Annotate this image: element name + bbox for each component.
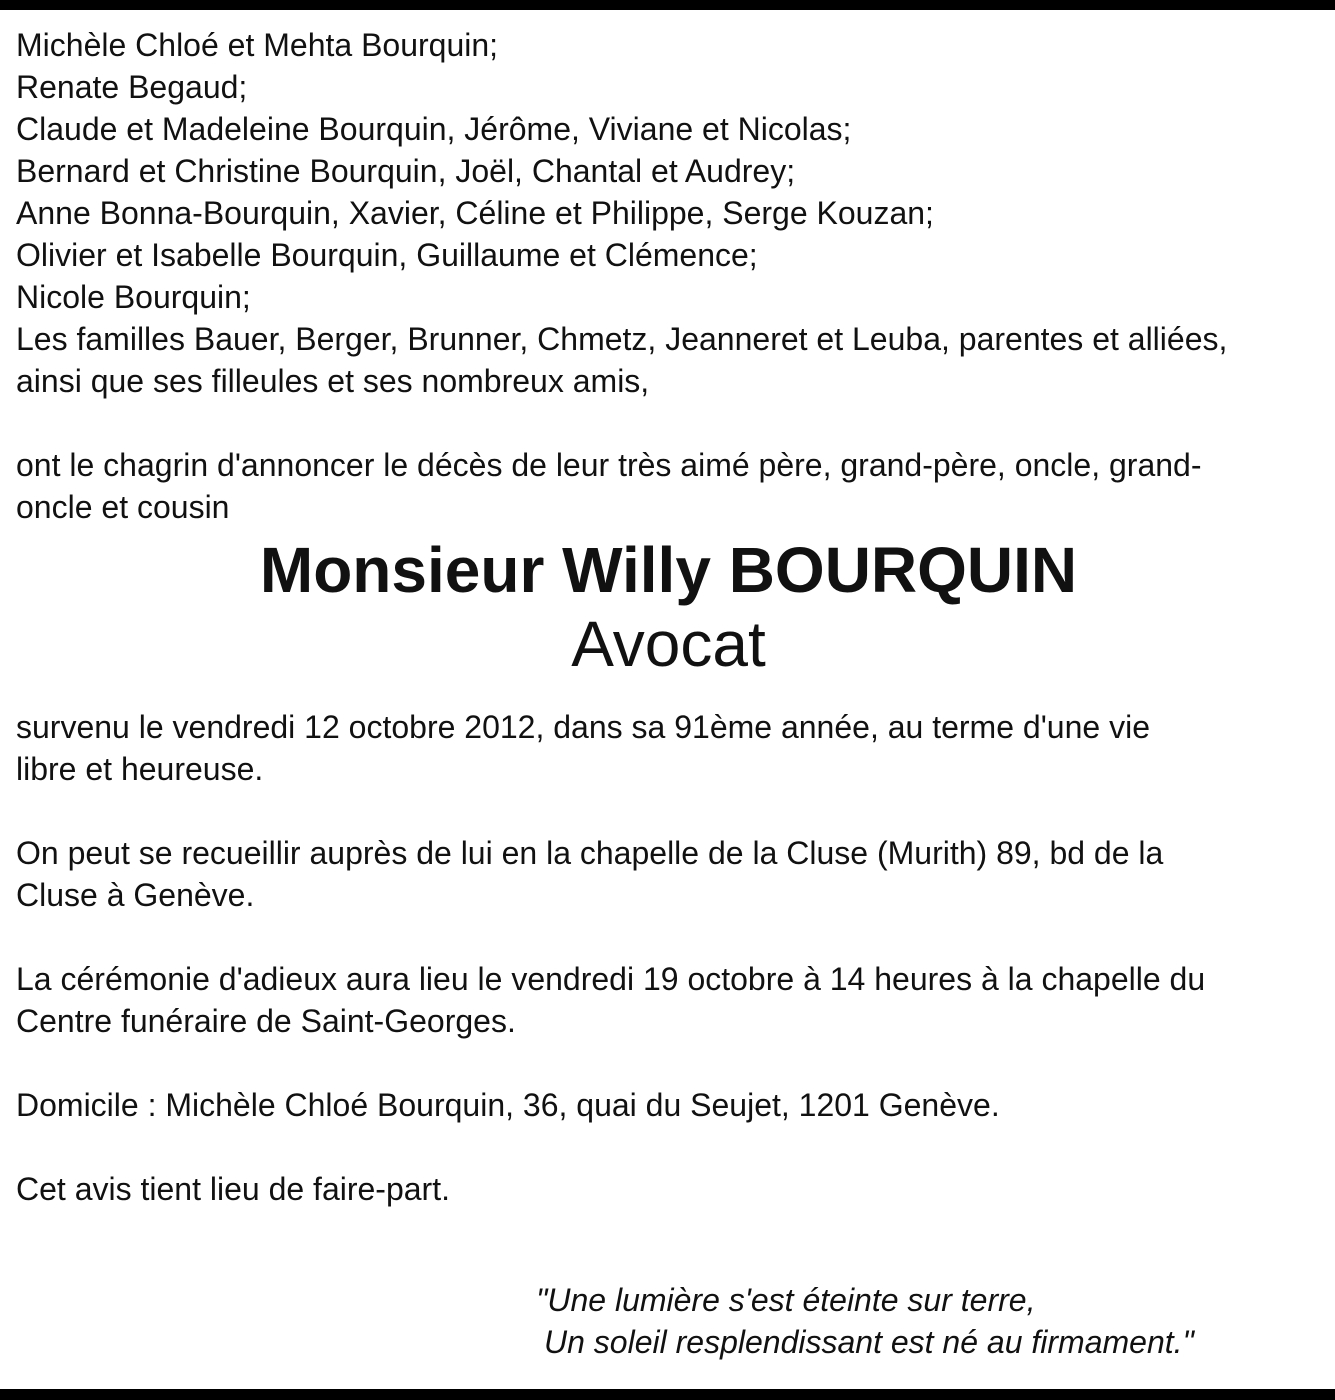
- visitation-line: Cluse à Genève.: [16, 877, 255, 913]
- family-line: Renate Begaud;: [16, 69, 248, 105]
- family-line: Michèle Chloé et Mehta Bourquin;: [16, 27, 499, 63]
- family-line: Nicole Bourquin;: [16, 279, 251, 315]
- announcement-line: oncle et cousin: [16, 489, 230, 525]
- domicile-text: Domicile : Michèle Chloé Bourquin, 36, quai du Seujet, 1201 Genève.: [16, 1087, 1000, 1123]
- family-line: Les familles Bauer, Berger, Brunner, Chmetz, Jeanneret et Leuba, parentes et alliées,: [16, 321, 1228, 357]
- visitation-line: On peut se recueillir auprès de lui en la chapelle de la Cluse (Murith) 89, bd de la: [16, 835, 1164, 871]
- deceased-profession: Avocat: [571, 608, 766, 680]
- visitation-details: [16, 832, 1321, 916]
- faire-part-note: Cet avis tient lieu de faire-part.: [16, 1171, 450, 1207]
- death-line: survenu le vendredi 12 octobre 2012, dans sa 91ème année, au terme d'une vie: [16, 709, 1150, 745]
- family-line: Claude et Madeleine Bourquin, Jérôme, Viviane et Nicolas;: [16, 111, 852, 147]
- spacer: [16, 402, 1321, 444]
- quote-line-1: "Une lumière s'est éteinte sur terre,: [536, 1282, 1036, 1318]
- spacer: [16, 1126, 1321, 1168]
- spacer: [16, 916, 1321, 958]
- bottom-border: [0, 1389, 1335, 1400]
- family-line: Anne Bonna-Bourquin, Xavier, Céline et Philippe, Serge Kouzan;: [16, 195, 934, 231]
- ceremony-line: Centre funéraire de Saint-Georges.: [16, 1003, 516, 1039]
- family-line: Olivier et Isabelle Bourquin, Guillaume et Clémence;: [16, 237, 758, 273]
- obituary-notice: [16, 24, 1321, 1210]
- death-details: [16, 706, 1321, 790]
- spacer: [16, 1042, 1321, 1084]
- death-line: libre et heureuse.: [16, 751, 264, 787]
- family-line: Bernard et Christine Bourquin, Joël, Chantal et Audrey;: [16, 153, 796, 189]
- spacer: [16, 790, 1321, 832]
- family-list: [16, 24, 1321, 402]
- quote-line-2: Un soleil resplendissant est né au firmament.": [544, 1324, 1194, 1360]
- deceased-name: Monsieur Willy BOURQUIN: [259, 534, 1078, 606]
- family-line: ainsi que ses filleules et ses nombreux amis,: [16, 363, 650, 399]
- ceremony-details: [16, 958, 1321, 1042]
- announcement-text: [16, 444, 1321, 528]
- announcement-line: ont le chagrin d'annoncer le décès de leur très aimé père, grand-père, oncle, grand-: [16, 447, 1202, 483]
- top-border: [0, 0, 1335, 10]
- closing-quote: [536, 1279, 1194, 1363]
- ceremony-line: La cérémonie d'adieux aura lieu le vendredi 19 octobre à 14 heures à la chapelle du: [16, 961, 1206, 997]
